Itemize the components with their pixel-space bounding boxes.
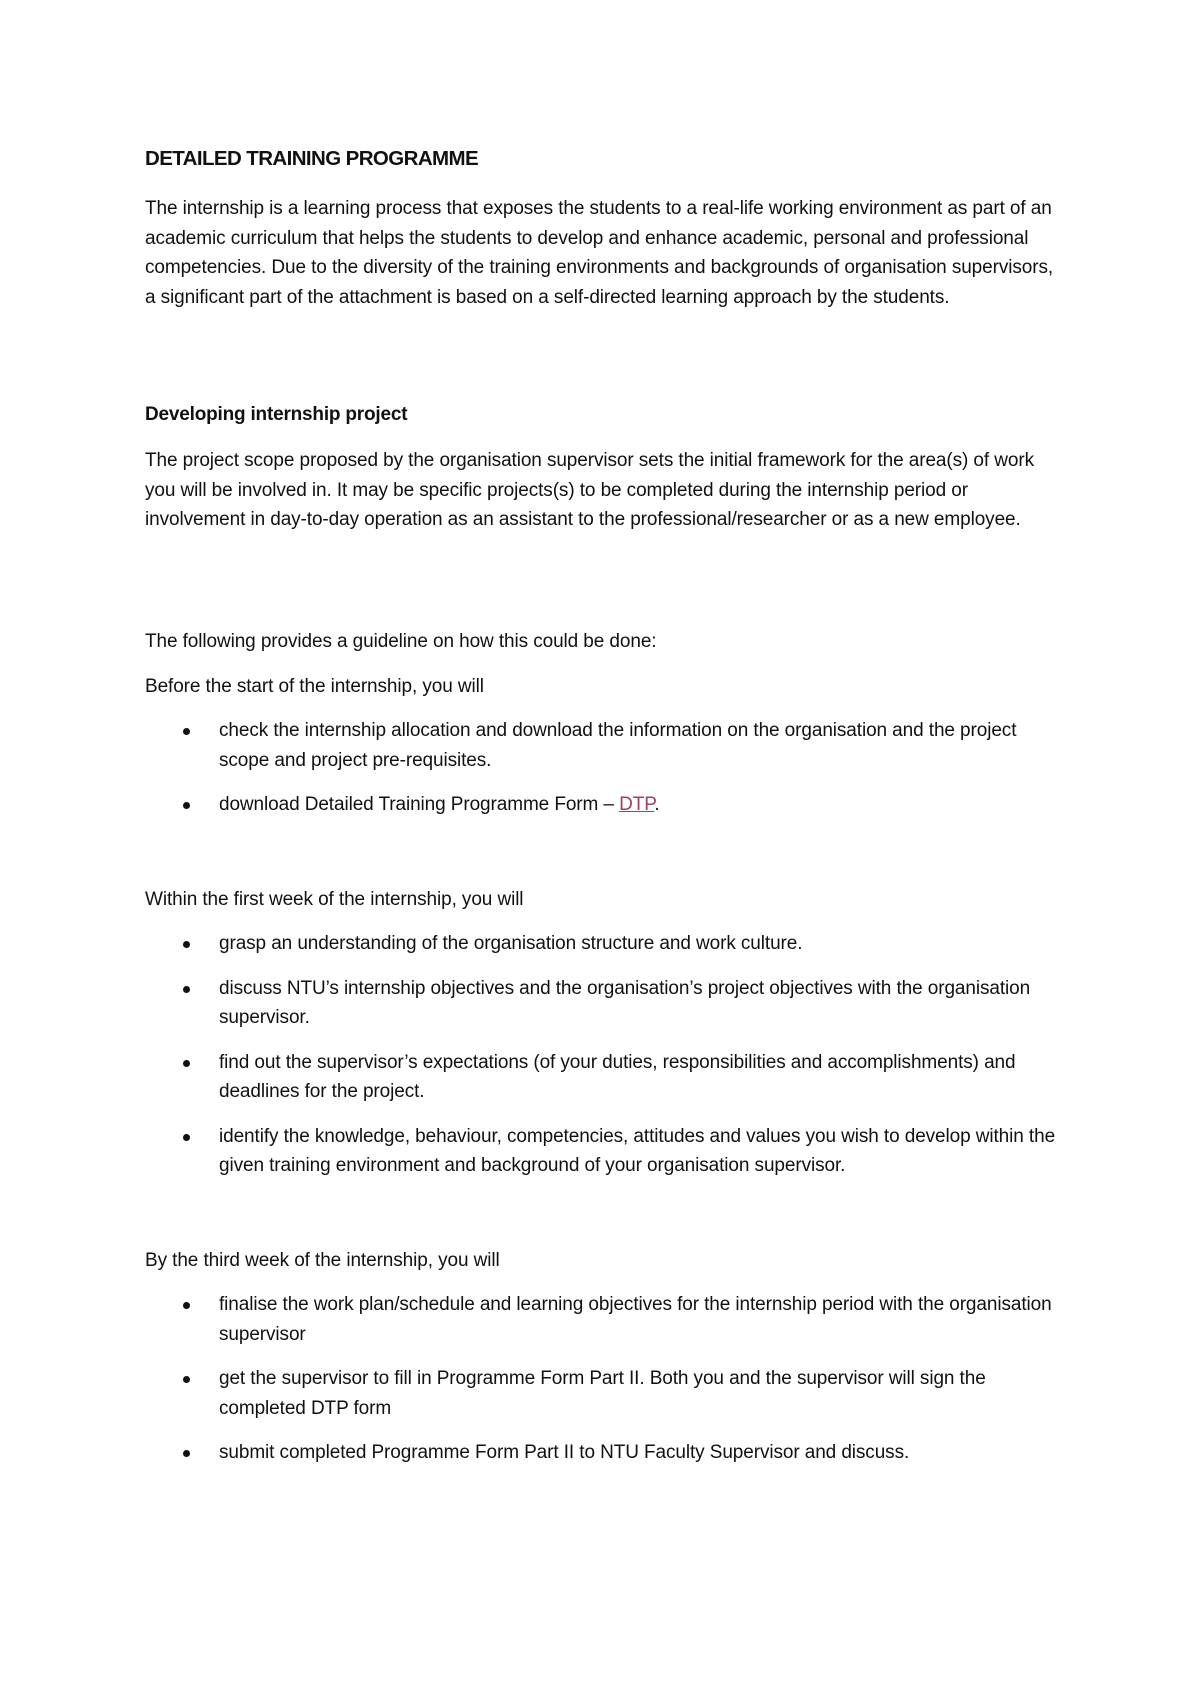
list-item: [145, 716, 1065, 775]
list-item: [145, 974, 1065, 1033]
list-item-suffix: .: [654, 794, 660, 815]
list-item: [145, 1122, 1065, 1181]
list-item: [145, 1048, 1065, 1107]
dtp-link[interactable]: DTP: [619, 794, 655, 815]
list-item-text: identify the knowledge, behaviour, competencies, attitudes and values you wish to develop within the given training environment and background of your organisation supervisor.: [219, 1125, 1056, 1176]
bullet-icon: [183, 1450, 190, 1457]
list-item: [145, 1290, 1065, 1349]
bullet-icon: [183, 986, 190, 993]
list-item-text: discuss NTU’s internship objectives and the organisation’s project objectives with the organisation supervisor.: [219, 977, 1031, 1028]
before-start-heading: Before the start of the internship, you will: [145, 676, 484, 697]
bullet-icon: [183, 941, 190, 948]
list-item: [145, 1364, 1065, 1423]
project-paragraph: The project scope proposed by the organisation supervisor sets the initial framework for the area(s) of work you will be involved in. It may be specific projects(s) to be completed during the internship period or involvement in day-to-day operation as an assistant to the professional/researcher or as a new employee.: [145, 450, 1034, 530]
list-item-text: download Detailed Training Programme Form –: [219, 794, 620, 815]
bullet-icon: [183, 802, 190, 809]
section-heading: Developing internship project: [145, 404, 408, 425]
bullet-icon: [183, 1302, 190, 1309]
first-week-heading: Within the first week of the internship, you will: [145, 889, 524, 910]
guideline-intro: The following provides a guideline on how this could be done:: [145, 631, 657, 652]
list-item-text: grasp an understanding of the organisation structure and work culture.: [219, 933, 803, 954]
list-item-text: find out the supervisor’s expectations (of your duties, responsibilities and accomplishments) and deadlines for the project.: [219, 1051, 1016, 1102]
list-item: [145, 790, 1065, 820]
list-item-text: submit completed Programme Form Part II to NTU Faculty Supervisor and discuss.: [219, 1442, 910, 1463]
third-week-heading: By the third week of the internship, you will: [145, 1250, 500, 1271]
before-start-list: [145, 716, 1065, 820]
bullet-icon: [183, 1376, 190, 1383]
bullet-icon: [183, 1060, 190, 1067]
list-item-text: finalise the work plan/schedule and learning objectives for the internship period with the organisation supervisor: [219, 1294, 1052, 1345]
first-week-list: [145, 929, 1065, 1181]
list-item-text: check the internship allocation and download the information on the organisation and the project scope and project pre-requisites.: [219, 720, 1017, 771]
bullet-icon: [183, 728, 190, 735]
document-title: DETAILED TRAINING PROGRAMME: [145, 147, 479, 170]
third-week-list: [145, 1290, 1065, 1468]
list-item: [145, 1438, 1065, 1468]
list-item: [145, 929, 1065, 959]
list-item-text: get the supervisor to fill in Programme Form Part II. Both you and the supervisor will sign the completed DTP form: [219, 1368, 986, 1419]
bullet-icon: [183, 1134, 190, 1141]
intro-paragraph: The internship is a learning process that exposes the students to a real-life working environment as part of an academic curriculum that helps the students to develop and enhance academic, personal and professional competencies. Due to the diversity of the training environments and backgrounds of organisation supervisors, a significant part of the attachment is based on a self-directed learning approach by the students.: [145, 198, 1054, 308]
